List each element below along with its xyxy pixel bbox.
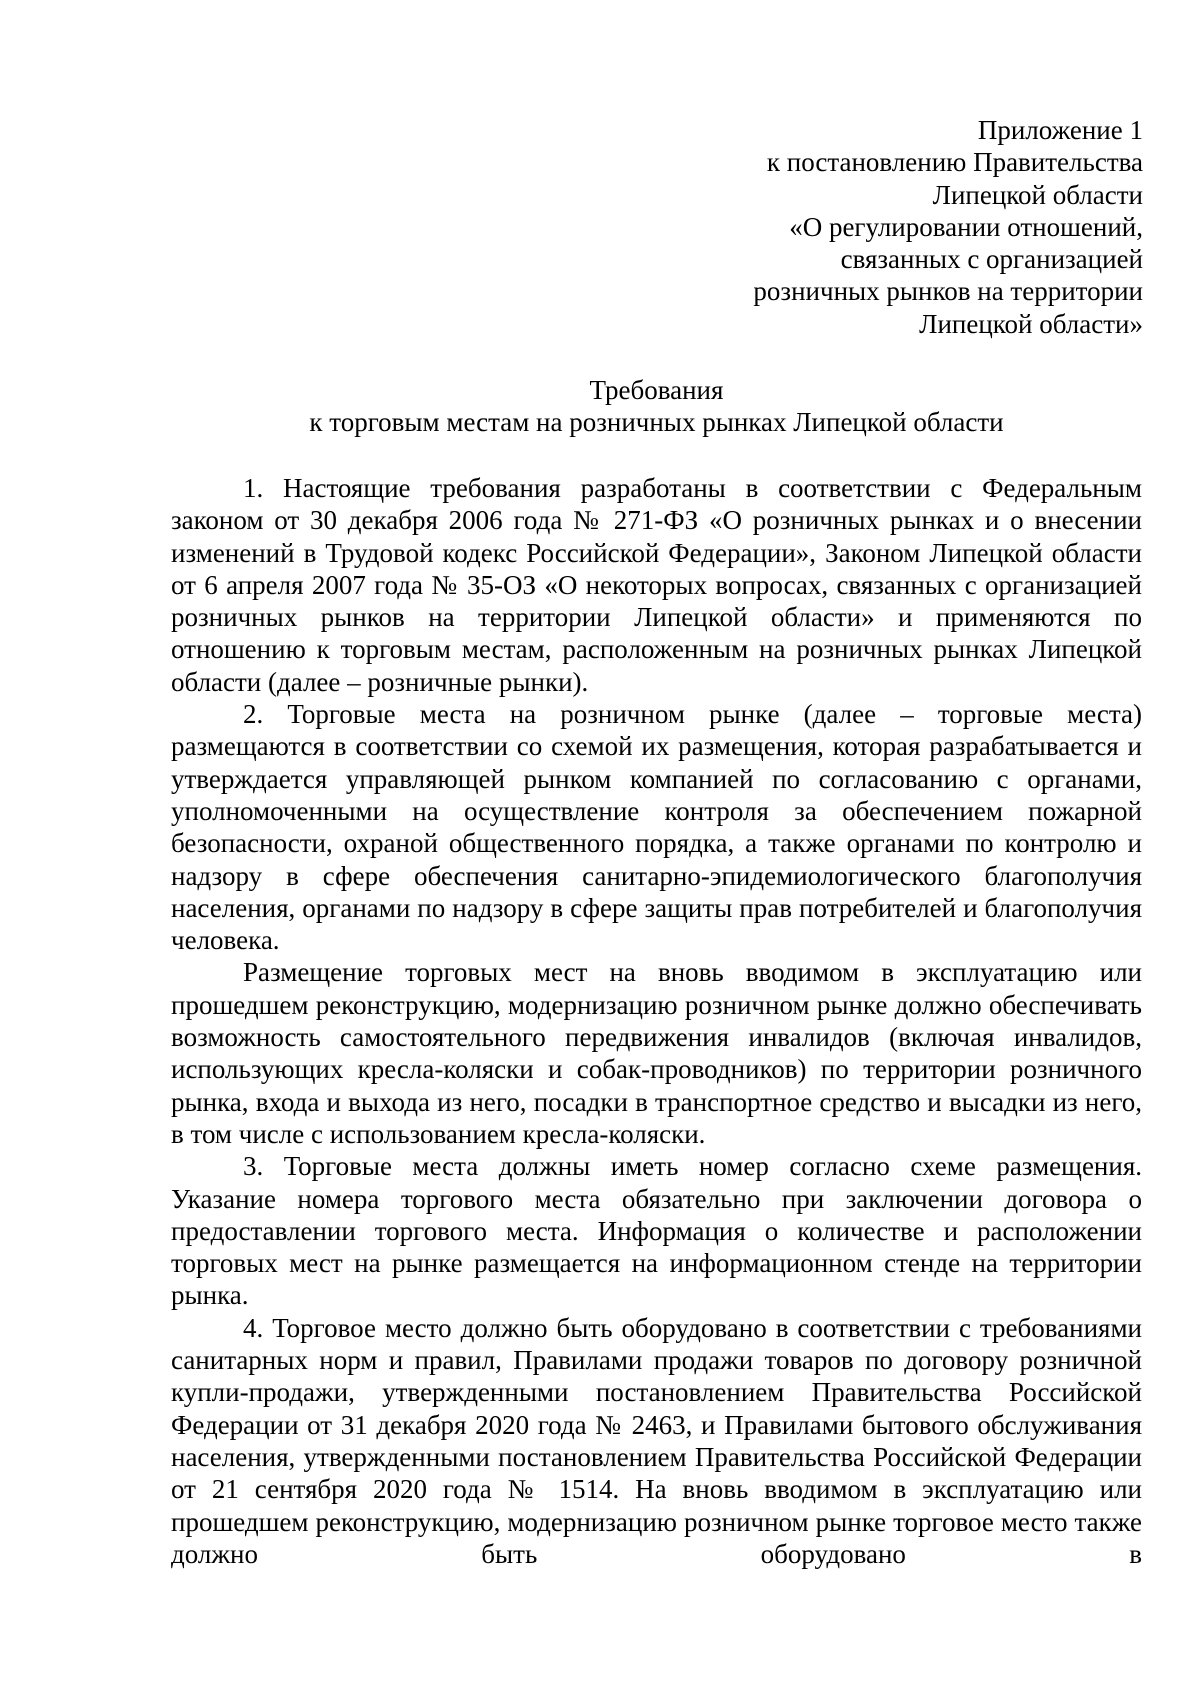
appendix-line: Приложение 1 bbox=[977, 115, 1143, 145]
appendix-line: к постановлению Правительства bbox=[766, 147, 1143, 178]
paragraph-3: 3. Торговые места должны иметь номер согласно схеме размещения. Указание номера торгового места обязательно при заключении договора о предоставлении торгового места. Информация о количестве и расположении торговых мест на рынке размещается на информационном стенде на территории рынка. bbox=[171, 1151, 1142, 1311]
appendix-line: розничных рынков на территории bbox=[753, 276, 1143, 307]
appendix-line: «О регулировании отношений, bbox=[789, 211, 1143, 242]
appendix-line: Липецкой области bbox=[932, 179, 1143, 210]
title-line-2: к торговым местам на розничных рынках Липецкой области bbox=[309, 407, 1004, 438]
document-title bbox=[170, 374, 1143, 439]
appendix-line: связанных с организацией bbox=[840, 244, 1143, 275]
appendix-header bbox=[753, 114, 1143, 340]
paragraph-4: 4. Торговое место должно быть оборудовано в соответствии с требованиями санитарных норм и правил, Правилами продажи товаров по договору розничной купли-продажи, утвержденными постановлением Правительства Российской Федерации от 31 декабря 2020 года № 2463, и Правилами бытового обслуживания населения, утвержденными постановлением Правительства Российской Федерации от 21 сентября 2020 года № 1514. На вновь вводимом в эксплуатацию или прошедшем реконструкцию, модернизацию розничном рынке торговое место также должно быть оборудовано в bbox=[171, 1312, 1142, 1569]
appendix-line: Липецкой области» bbox=[919, 308, 1143, 339]
paragraph-2: 2. Торговые места на розничном рынке (далее – торговые места) размещаются в соответствии со схемой их размещения, которая разрабатывается и утверждается управляющей рынком компанией по согласованию с органами, уполномоченными на осуществление контроля за обеспечением пожарной безопасности, охраной общественного порядка, а также органами по контролю и надзору в сфере обеспечения санитарно-эпидемиологического благополучия населения, органами по надзору в сфере защиты прав потребителей и благополучия человека. bbox=[171, 699, 1142, 956]
title-line-1: Требования bbox=[589, 375, 724, 405]
paragraph-1: 1. Настоящие требования разработаны в соответствии с Федеральным законом от 30 декабря 2006 года № 271-ФЗ «О розничных рынках и о внесении изменений в Трудовой кодекс Российской Федерации», Законом Липецкой области от 6 апреля 2007 года № 35-ОЗ «О некоторых вопросах, связанных с организацией розничных рынков на территории Липецкой области» и применяются по отношению к торговым местам, расположенным на розничных рынках Липецкой области (далее – розничные рынки). bbox=[171, 473, 1142, 697]
document-body bbox=[171, 472, 1142, 1570]
paragraph-2-continued: Размещение торговых мест на вновь вводимом в эксплуатацию или прошедшем реконструкцию, модернизацию розничном рынке должно обеспечивать возможность самостоятельного передвижения инвалидов (включая инвалидов, использующих кресла-коляски и собак-проводников) по территории розничного рынка, входа и выхода из него, посадки в транспортное средство и высадки из него, в том числе с использованием кресла-коляски. bbox=[171, 957, 1142, 1149]
